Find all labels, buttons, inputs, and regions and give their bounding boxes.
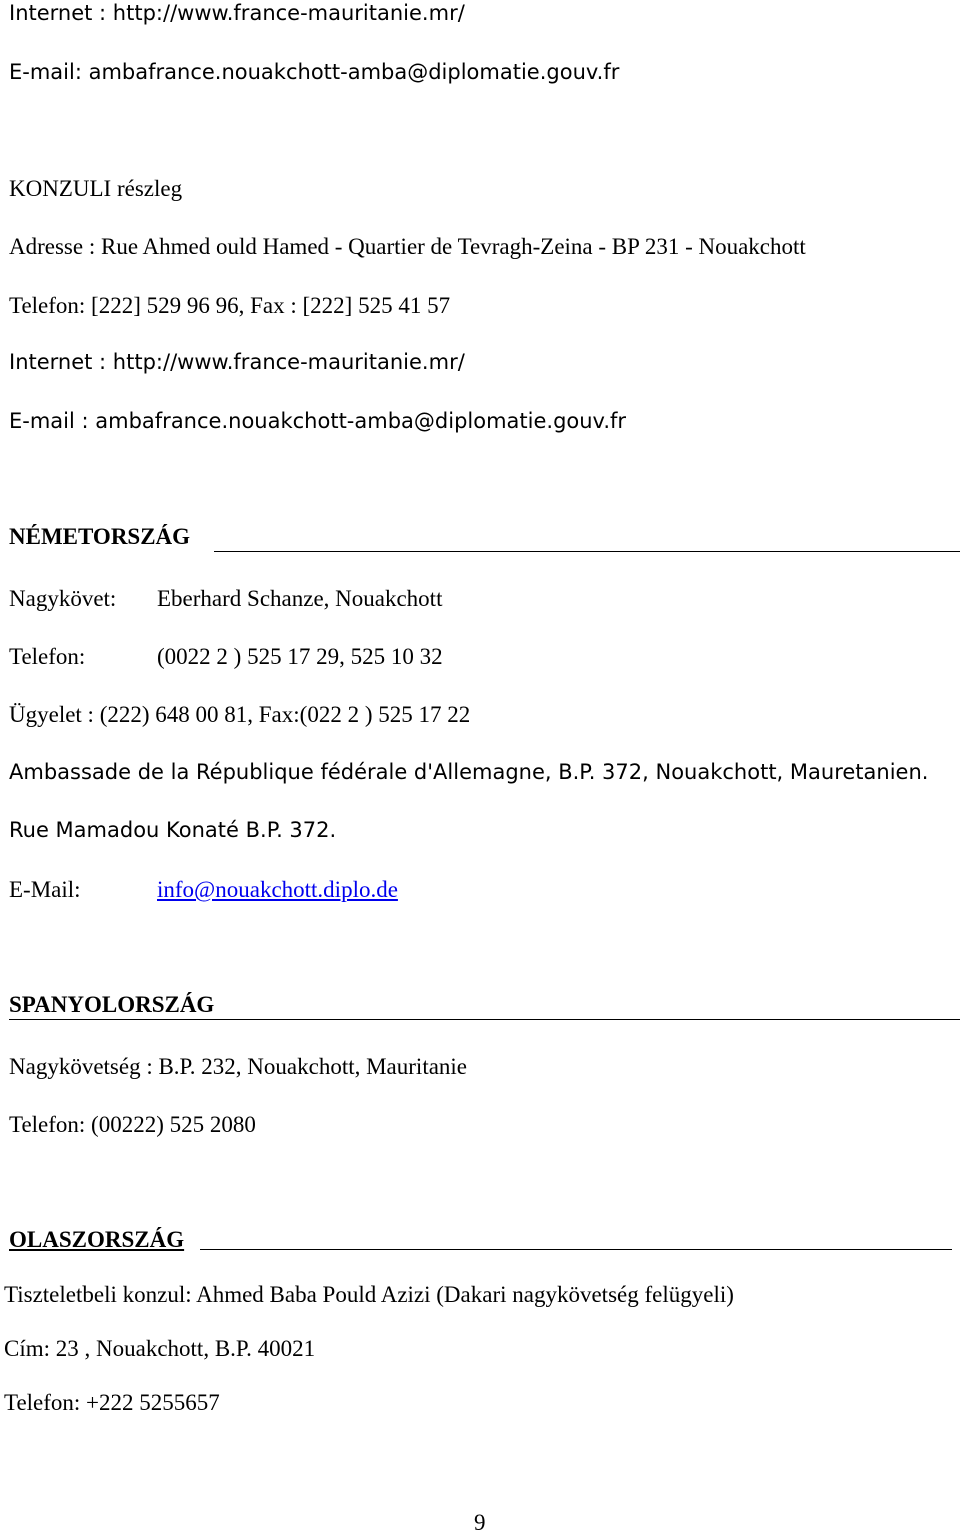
italy-heading-rule	[200, 1249, 952, 1250]
germany-ambassador-row	[9, 587, 116, 610]
germany-heading: NÉMETORSZÁG	[9, 524, 191, 549]
consular-address: Adresse : Rue Ahmed ould Hamed - Quartier de Tevragh-Zeina - BP 231 - Nouakchott	[9, 234, 806, 259]
germany-email-label: E-Mail:	[9, 877, 81, 902]
consular-internet: Internet : http://www.france-mauritanie.mr/	[9, 350, 465, 374]
germany-phone-label: Telefon:	[9, 644, 86, 669]
france-internet: Internet : http://www.france-mauritanie.mr/	[9, 1, 465, 25]
page-number: 9	[474, 1510, 486, 1535]
spain-heading: SPANYOLORSZÁG	[9, 992, 215, 1017]
italy-consul: Tiszteletbeli konzul: Ahmed Baba Pould Azizi (Dakari nagykövetség felügyeli)	[4, 1282, 734, 1307]
germany-ambassador-label: Nagykövet:	[9, 586, 117, 611]
spain-embassy: Nagykövetség : B.P. 232, Nouakchott, Mauritanie	[9, 1054, 468, 1079]
germany-street: Rue Mamadou Konaté B.P. 372.	[9, 818, 337, 842]
spain-heading-rule	[9, 1019, 960, 1020]
germany-ambassador-value: Eberhard Schanze, Nouakchott	[157, 586, 443, 611]
germany-phone-value: (0022 2 ) 525 17 29, 525 10 32	[157, 644, 443, 669]
consular-email: E-mail : ambafrance.nouakchott-amba@diplomatie.gouv.fr	[9, 409, 627, 433]
france-email: E-mail: ambafrance.nouakchott-amba@diplomatie.gouv.fr	[9, 60, 620, 84]
germany-duty-line: Ügyelet : (222) 648 00 81, Fax:(022 2 ) 525 17 22	[9, 702, 471, 727]
spain-phone: Telefon: (00222) 525 2080	[9, 1112, 256, 1137]
germany-heading-rule	[214, 551, 960, 552]
germany-embassy-address: Ambassade de la République fédérale d'Allemagne, B.P. 372, Nouakchott, Mauretanien.	[9, 760, 929, 784]
consular-phone: Telefon: [222] 529 96 96, Fax : [222] 525 41 57	[9, 293, 451, 318]
consular-section-heading: KONZULI részleg	[9, 176, 183, 201]
italy-heading: OLASZORSZÁG	[9, 1227, 185, 1252]
italy-address: Cím: 23 , Nouakchott, B.P. 40021	[4, 1336, 316, 1361]
germany-email-link[interactable]: info@nouakchott.diplo.de	[157, 877, 398, 902]
italy-phone: Telefon: +222 5255657	[4, 1390, 220, 1415]
